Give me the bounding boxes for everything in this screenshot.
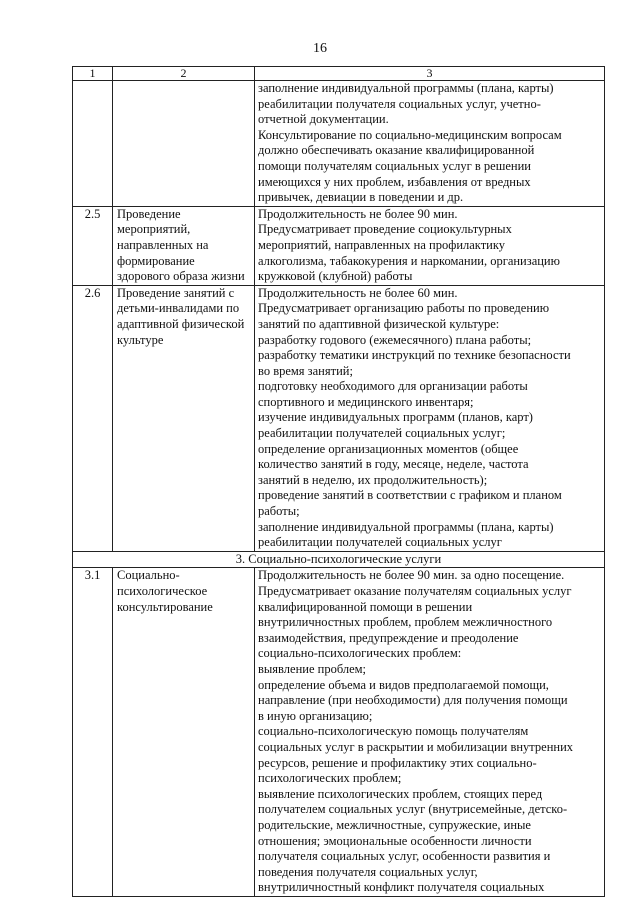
row-number: 2.6	[73, 285, 113, 551]
description-line: Предусматривает проведение социокультурных	[258, 222, 512, 237]
description-line: занятий по адаптивной физической культуре:	[258, 316, 500, 331]
description-line: Предусматривает оказание получателям социальных услуг	[258, 584, 572, 598]
description-line: разработку годового (ежемесячного) плана работы;	[258, 332, 532, 347]
description-line: выявление проблем;	[258, 661, 367, 676]
row-number: 3.1	[73, 568, 113, 896]
description-line: определение организационных моментов (общее	[258, 441, 519, 456]
service-name: Проведение мероприятий, направленных на формирование здорового образа жизни	[113, 206, 255, 285]
description-line: заполнение индивидуальной программы (плана, карты)	[258, 519, 554, 534]
description-line: спортивного и медицинского инвентаря;	[258, 394, 474, 409]
description-line: взаимодействия, предупреждение и преодоление	[258, 630, 519, 645]
description-line: получателя социальных услуг, особенности развития и	[258, 849, 551, 864]
description-line: внутриличностный конфликт получателя социальных	[258, 880, 545, 895]
row-number	[73, 81, 113, 207]
description-line: внутриличностных проблем, проблем межличностного	[258, 615, 553, 630]
description-line: должно обеспечивать оказание квалифицированной	[258, 143, 535, 158]
description-line: реабилитации получателей социальных услуг	[258, 535, 502, 550]
description-line: квалифицированной помощи в решении	[258, 599, 473, 614]
description-line: Продолжительность не более 90 мин.	[258, 206, 458, 221]
description-line: привычек, девиации в поведении и др.	[258, 190, 464, 205]
description-line: поведения получателя социальных услуг,	[258, 864, 478, 879]
description-line: занятий в неделю, их продолжительность);	[258, 472, 488, 487]
services-table	[72, 66, 605, 897]
header-cell-3: 3	[255, 67, 605, 81]
service-description	[255, 81, 605, 207]
header-cell-1: 1	[73, 67, 113, 81]
description-line: Предусматривает организацию работы по проведению	[258, 301, 550, 316]
header-cell-2: 2	[113, 67, 255, 81]
service-name	[113, 81, 255, 207]
description-line: Консультирование по социально-медицинским вопросам	[258, 127, 562, 142]
table-row	[73, 81, 605, 207]
description-line: реабилитации получателей социальных услуг;	[258, 426, 506, 441]
description-line: направление (при необходимости) для получения помощи	[258, 693, 568, 708]
description-line: имеющихся у них проблем, избавления от вредных	[258, 174, 531, 189]
description-line: Продолжительность не более 90 мин. за одно посещение.	[258, 568, 565, 583]
description-line: Продолжительность не более 60 мин.	[258, 285, 458, 300]
description-line: отчетной документации.	[258, 112, 389, 127]
description-line: подготовку необходимого для организации работы	[258, 379, 528, 394]
table-row	[73, 206, 605, 285]
row-number: 2.5	[73, 206, 113, 285]
description-line: определение объема и видов предполагаемой помощи,	[258, 677, 549, 692]
description-line: помощи получателям социальных услуг в решении	[258, 158, 531, 173]
description-line: алкоголизма, табакокурения и наркомании, организацию	[258, 253, 560, 268]
description-line: изучение индивидуальных программ (планов, карт)	[258, 410, 533, 425]
service-description	[255, 285, 605, 551]
section-header-row	[73, 551, 605, 568]
service-description	[255, 206, 605, 285]
description-line: заполнение индивидуальной программы (плана, карты)	[258, 81, 554, 95]
description-line: социально-психологических проблем:	[258, 646, 462, 661]
description-line: получателем социальных услуг (внутрисемейные, детско-	[258, 802, 568, 817]
description-line: социально-психологическую помощь получателям	[258, 724, 529, 739]
description-line: кружковой (клубной) работы	[258, 269, 413, 284]
service-description	[255, 568, 605, 896]
description-line: количество занятий в году, месяце, неделе, частота	[258, 457, 529, 472]
table-row	[73, 285, 605, 551]
description-line: в иную организацию;	[258, 708, 373, 723]
description-line: во время занятий;	[258, 363, 353, 378]
table-header-row	[73, 67, 605, 81]
description-line: родительские, межличностные, супружеские, иные	[258, 817, 531, 832]
service-name: Социально-психологическое консультирование	[113, 568, 255, 896]
description-line: социальных услуг в раскрытии и мобилизации внутренних	[258, 739, 574, 754]
description-line: разработку тематики инструкций по технике безопасности	[258, 348, 571, 363]
table-row	[73, 568, 605, 896]
description-line: реабилитации получателя социальных услуг, учетно-	[258, 96, 541, 111]
description-line: выявление психологических проблем, стоящих перед	[258, 786, 543, 801]
description-line: отношения; эмоциональные особенности личности	[258, 833, 532, 848]
description-line: психологических проблем;	[258, 771, 402, 786]
section-title: 3. Социально-психологические услуги	[73, 551, 605, 568]
description-line: ресурсов, решение и профилактику этих социально-	[258, 755, 537, 770]
page-number: 16	[313, 41, 327, 56]
description-line: работы;	[258, 504, 300, 519]
description-line: мероприятий, направленных на профилактику	[258, 237, 505, 252]
service-name: Проведение занятий с детьми-инвалидами по адаптивной физической культуре	[113, 285, 255, 551]
description-line: проведение занятий в соответствии с графиком и планом	[258, 488, 562, 503]
